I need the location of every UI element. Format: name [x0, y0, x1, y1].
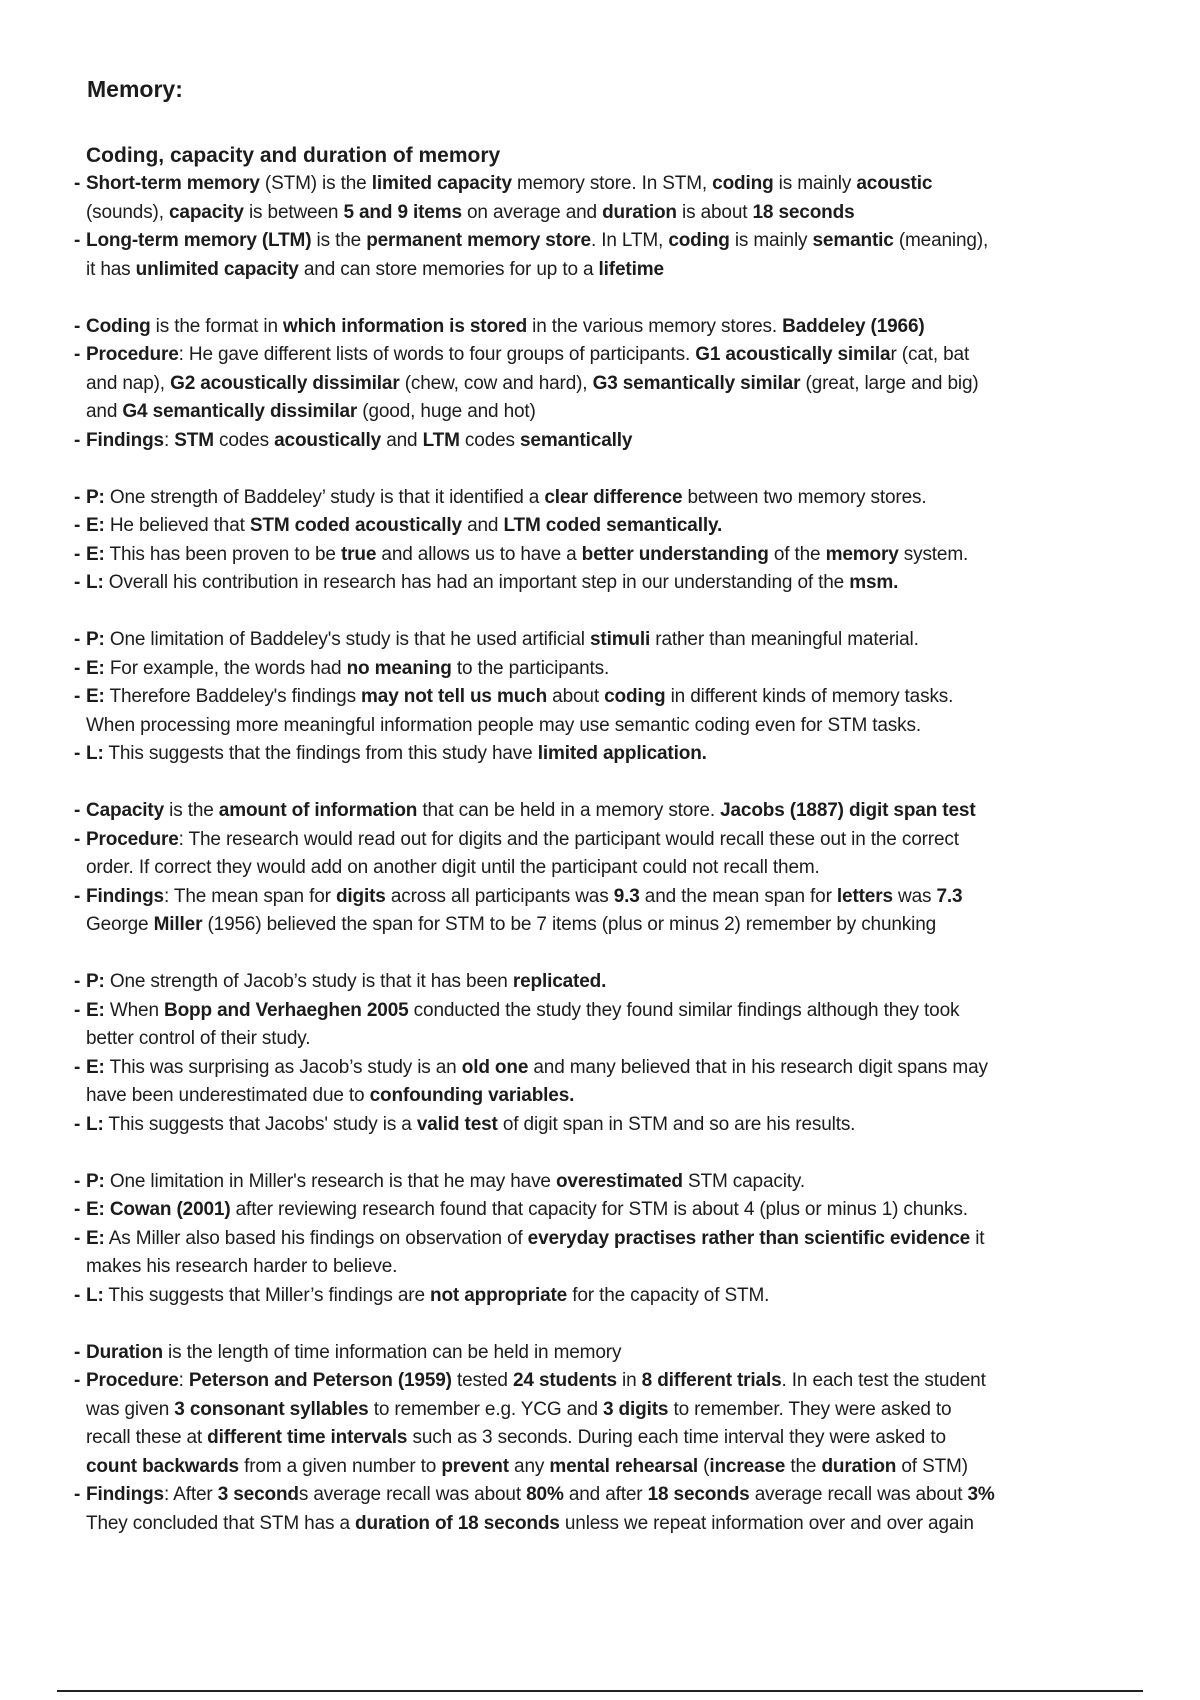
paragraph-gap [86, 1310, 1136, 1339]
bold-text: coding [668, 230, 730, 251]
text-run: This has been proven to be [104, 543, 341, 565]
bold-text: letters [836, 885, 893, 907]
continuation-line [86, 370, 1136, 399]
bold-text: P: [86, 971, 105, 992]
bullet-line [86, 740, 1136, 769]
text-run: (STM) is the [259, 173, 372, 194]
bullet-line [86, 683, 1136, 712]
text-run: George [86, 914, 154, 935]
bold-text: Procedure [86, 828, 179, 850]
bold-text: confounding variables. [369, 1085, 575, 1106]
text-run: on average and [461, 201, 603, 223]
bullet-line [86, 1196, 1136, 1225]
text-run: (great, large and big) [800, 372, 979, 394]
bold-text: acoustically [274, 429, 382, 451]
text-run: any [508, 1455, 550, 1477]
text-run: and allows us to have a [376, 543, 582, 565]
text-run: This suggests that Miller’s findings are [103, 1284, 430, 1306]
bullet-line [86, 1282, 1136, 1311]
bold-text: which information is stored [283, 315, 528, 337]
bold-text: semantically [520, 429, 633, 451]
text-run: in the various memory stores. [527, 315, 783, 337]
bold-text: increase [709, 1455, 786, 1477]
bullet-line [86, 1168, 1136, 1197]
text-run: is the [311, 230, 367, 251]
bullet-line [86, 569, 1136, 598]
bullet-line [86, 1339, 1136, 1368]
text-run: is about [676, 201, 753, 223]
bullet-line [86, 1481, 1136, 1510]
text-run: ( [698, 1455, 710, 1477]
bold-text: G2 acoustically dissimilar [170, 372, 400, 394]
text-run: is the format in [150, 315, 283, 337]
text-run: One limitation in Miller's research is that he may have [104, 1170, 556, 1192]
text-run: He believed that [104, 515, 250, 536]
bold-text: memory [825, 543, 899, 565]
bold-text: Long-term memory (LTM) [86, 230, 312, 251]
bold-text: L: [86, 743, 104, 764]
text-run: after reviewing research found that capacity for STM is about 4 (plus or minus 1) chunks. [230, 1199, 968, 1220]
bold-text: different time intervals [207, 1427, 408, 1448]
text-run: such as 3 seconds. During each time interval they were asked to [407, 1427, 946, 1448]
bold-text: P: [86, 486, 105, 508]
text-run: (chew, cow and hard), [399, 372, 593, 394]
bold-text: everyday practises rather than scientific evidence [527, 1227, 971, 1249]
text-run: and many believed that in his research digit spans may [528, 1056, 988, 1078]
text-run: recall these at [86, 1427, 208, 1448]
bold-text: G3 semantically similar [592, 372, 801, 394]
text-run: For example, the words had [104, 657, 347, 679]
text-run: better control of their study. [86, 1028, 311, 1049]
bold-text: E: [86, 543, 105, 565]
bold-text: 3 digits [603, 1398, 669, 1420]
bold-text: Jacobs (1887) digit span test [720, 800, 976, 821]
text-run: : He gave different lists of words to four groups of participants. [178, 344, 696, 365]
text-run: was given [86, 1398, 175, 1420]
bullet-line [86, 626, 1136, 655]
text-run: This suggests that Jacobs' study is a [103, 1113, 417, 1135]
bullet-line [86, 484, 1136, 513]
text-run: This was surprising as Jacob’s study is an [104, 1056, 462, 1078]
text-run: of STM) [896, 1455, 968, 1477]
bold-text: Procedure [86, 1370, 179, 1391]
text-run: is between [243, 201, 344, 223]
paragraph [86, 1339, 1136, 1539]
bullet-line [86, 1054, 1136, 1083]
text-run: memory store. In STM, [511, 173, 713, 194]
bold-text: limited capacity [371, 173, 512, 194]
text-run: One strength of Jacob’s study is that it has been [104, 971, 513, 992]
bold-text: count backwards [86, 1455, 239, 1477]
text-run: and [86, 401, 123, 422]
bullet-line [86, 883, 1136, 912]
text-run: about [547, 686, 605, 707]
section-heading: Coding, capacity and duration of memory [86, 144, 501, 167]
text-run: tested [451, 1370, 513, 1391]
bold-text: duration of 18 seconds [355, 1512, 560, 1534]
bold-text: Findings [86, 885, 164, 907]
text-run: conducted the study they found similar findings although they took [408, 999, 960, 1021]
bold-text: E: [86, 515, 105, 536]
bold-text: Procedure [86, 344, 179, 365]
bullet-line [86, 541, 1136, 570]
text-run: from a given number to [238, 1455, 442, 1477]
bold-text: L: [86, 1113, 104, 1135]
bold-text: Findings [86, 429, 164, 451]
text-run: average recall was about [749, 1484, 968, 1505]
bold-text: semantic [812, 230, 894, 251]
bold-text: amount of information [218, 800, 418, 821]
bullet-line [86, 655, 1136, 684]
bullet-line [86, 512, 1136, 541]
paragraph-gap [86, 598, 1136, 627]
bold-text: limited application. [537, 743, 707, 764]
page-title: Memory: [87, 76, 183, 102]
text-run: order. If correct they would add on another digit until the participant could not recall them. [86, 857, 820, 878]
footer-divider [57, 1690, 1143, 1692]
bold-text: old one [461, 1056, 529, 1078]
bold-text: 3% [967, 1484, 995, 1505]
bold-text: 80% [526, 1484, 564, 1505]
bold-text: may not tell us much [361, 686, 548, 707]
bold-text: 7.3 [936, 885, 963, 907]
text-run: was [892, 885, 937, 907]
text-run: . In each test the student [781, 1370, 986, 1391]
text-run: When [104, 999, 164, 1021]
bold-text: clear difference [544, 486, 683, 508]
paragraph [86, 170, 1136, 284]
paragraph-gap [86, 284, 1136, 313]
text-run: rather than meaningful material. [650, 629, 919, 650]
bold-text: L: [86, 1284, 104, 1306]
text-run: (good, huge and hot) [357, 401, 536, 422]
paragraph [86, 968, 1136, 1139]
bold-text: Miller [153, 914, 203, 935]
bold-text: duration [821, 1455, 897, 1477]
bold-text: Coding [86, 315, 151, 337]
text-run: Therefore Baddeley's findings [104, 686, 362, 707]
text-run: One limitation of Baddeley's study is that he used artificial [104, 629, 590, 650]
bold-text: lifetime [598, 258, 664, 280]
text-run: system. [898, 543, 969, 565]
bold-text: mental rehearsal [549, 1455, 698, 1477]
text-run: (sounds), [86, 201, 169, 223]
bold-text: Duration [86, 1341, 163, 1363]
bold-text: Peterson and Peterson (1959) [188, 1370, 452, 1391]
paragraph-gap [86, 940, 1136, 969]
bold-text: coding [604, 686, 666, 707]
text-run: Overall his contribution in research has had an important step in our understanding of the [103, 572, 850, 593]
bold-text: 18 seconds [647, 1484, 750, 1505]
text-run: and [461, 515, 504, 536]
bold-text: 3 second [217, 1484, 299, 1505]
continuation-line [86, 854, 1136, 883]
bold-text: Bopp and Verhaeghen 2005 [164, 999, 409, 1021]
bullet-line [86, 797, 1136, 826]
text-run: between two memory stores. [682, 486, 927, 508]
bold-text: capacity [168, 201, 244, 223]
paragraph [86, 484, 1136, 598]
text-run: and nap), [86, 372, 171, 394]
text-run: and can store memories for up to a [298, 258, 599, 280]
text-run: : The mean span for [163, 885, 336, 907]
text-run: As Miller also based his findings on observation of [104, 1227, 528, 1249]
text-run: . In LTM, [590, 230, 669, 251]
text-run: is mainly [773, 173, 857, 194]
continuation-line [86, 911, 1136, 940]
text-run: of the [768, 543, 826, 565]
text-run: : The research would read out for digits and the participant would recall these out in the correct [178, 828, 959, 850]
bold-text: unlimited capacity [135, 258, 299, 280]
text-run: and the mean span for [639, 885, 837, 907]
bold-text: better understanding [581, 543, 769, 565]
bold-text: 18 seconds [752, 201, 855, 223]
continuation-line [86, 1025, 1136, 1054]
text-run: makes his research harder to believe. [86, 1256, 398, 1277]
bold-text: L: [86, 572, 104, 593]
paragraph [86, 626, 1136, 769]
paragraph-gap [86, 769, 1136, 798]
text-run: to remember. They were asked to [668, 1398, 952, 1420]
bullet-line [86, 427, 1136, 456]
bold-text: true [340, 543, 377, 565]
text-run: r (cat, bat [890, 344, 970, 365]
bold-text: msm. [849, 572, 899, 593]
bold-text: E: [86, 999, 105, 1021]
text-run: to remember e.g. YCG and [368, 1398, 604, 1420]
continuation-line [86, 1396, 1136, 1425]
bold-text: replicated. [512, 971, 607, 992]
bold-text: STM coded acoustically [249, 515, 462, 536]
bold-text: 5 and 9 items [343, 201, 462, 223]
text-run: is mainly [729, 230, 813, 251]
text-run: is the length of time information can be held in memory [162, 1341, 622, 1363]
bold-text: permanent memory store [366, 230, 591, 251]
bold-text: P: [86, 1170, 105, 1192]
bold-text: Short-term memory [86, 173, 260, 194]
text-run: One strength of Baddeley’ study is that it identified a [104, 486, 545, 508]
text-run: unless we repeat information over and over again [559, 1512, 974, 1534]
bold-text: G1 acoustically simila [695, 344, 891, 365]
continuation-line [86, 1424, 1136, 1453]
text-run: When processing more meaningful information people may use semantic coding even for STM tasks. [86, 714, 921, 736]
continuation-line [86, 1453, 1136, 1482]
paragraph-gap [86, 455, 1136, 484]
text-run: across all participants was [385, 885, 614, 907]
bold-text: STM [174, 429, 214, 451]
paragraph-gap [86, 1139, 1136, 1168]
continuation-line [86, 199, 1136, 228]
text-run: s average recall was about [298, 1484, 527, 1505]
text-run: in [616, 1370, 642, 1391]
continuation-line [86, 256, 1136, 285]
continuation-line [86, 1253, 1136, 1282]
bullet-line [86, 170, 1136, 199]
text-run: and after [563, 1484, 648, 1505]
text-run: codes [213, 429, 275, 451]
bullet-line [86, 1367, 1136, 1396]
text-run: They concluded that STM has a [86, 1512, 356, 1534]
text-run: to the participants. [451, 657, 610, 679]
text-run: STM capacity. [682, 1170, 805, 1192]
text-run: : [178, 1370, 189, 1391]
text-run: in different kinds of memory tasks. [665, 686, 954, 707]
text-run: it [970, 1227, 985, 1249]
continuation-line [86, 712, 1136, 741]
continuation-line [86, 1510, 1136, 1539]
bold-text: digits [335, 885, 386, 907]
bullet-line [86, 968, 1136, 997]
text-run: the [785, 1455, 822, 1477]
bold-text: E: [86, 1227, 105, 1249]
bold-text: LTM coded semantically. [503, 515, 723, 536]
bold-text: acoustic [856, 173, 933, 194]
text-run: is the [164, 800, 219, 821]
notes-body [86, 142, 1136, 1538]
bold-text: G4 semantically dissimilar [122, 401, 358, 422]
bold-text: duration [602, 201, 677, 223]
continuation-line [86, 1082, 1136, 1111]
bold-text: 8 different trials [641, 1370, 782, 1391]
bold-text: LTM [422, 429, 460, 451]
bullet-line [86, 1225, 1136, 1254]
text-run: (meaning), [893, 230, 989, 251]
bold-text: coding [712, 173, 774, 194]
bold-text: E: Cowan (2001) [86, 1199, 231, 1220]
text-run: it has [86, 258, 136, 280]
text-run: have been underestimated due to [86, 1085, 370, 1106]
bold-text: Capacity [86, 800, 165, 821]
bold-text: Findings [86, 1484, 164, 1505]
paragraph [86, 313, 1136, 456]
bold-text: P: [86, 629, 105, 650]
text-run: This suggests that the findings from this study have [103, 743, 538, 764]
paragraph [86, 1168, 1136, 1311]
bold-text: not appropriate [430, 1284, 568, 1306]
bold-text: prevent [441, 1455, 509, 1477]
text-run: : [163, 429, 175, 451]
bold-text: valid test [416, 1113, 498, 1135]
bullet-line [86, 227, 1136, 256]
paragraph [86, 797, 1136, 940]
text-run: that can be held in a memory store. [417, 800, 721, 821]
bold-text: no meaning [346, 657, 452, 679]
text-run: codes [459, 429, 521, 451]
bold-text: 3 consonant syllables [174, 1398, 369, 1420]
text-run: and [381, 429, 423, 451]
text-run: : After [163, 1484, 218, 1505]
bold-text: E: [86, 686, 105, 707]
bold-text: Baddeley (1966) [782, 315, 925, 337]
bold-text: 24 students [512, 1370, 617, 1391]
bold-text: E: [86, 1056, 105, 1078]
bullet-line [86, 313, 1136, 342]
text-run: of digit span in STM and so are his results. [497, 1113, 856, 1135]
bullet-line [86, 1111, 1136, 1140]
bold-text: E: [86, 657, 105, 679]
continuation-line [86, 398, 1136, 427]
text-run: (1956) believed the span for STM to be 7 items (plus or minus 2) remember by chunking [202, 914, 937, 935]
bullet-line [86, 341, 1136, 370]
text-run: for the capacity of STM. [567, 1284, 770, 1306]
bold-text: stimuli [589, 629, 651, 650]
bold-text: 9.3 [613, 885, 640, 907]
bullet-line [86, 997, 1136, 1026]
bullet-line [86, 826, 1136, 855]
bold-text: overestimated [555, 1170, 683, 1192]
